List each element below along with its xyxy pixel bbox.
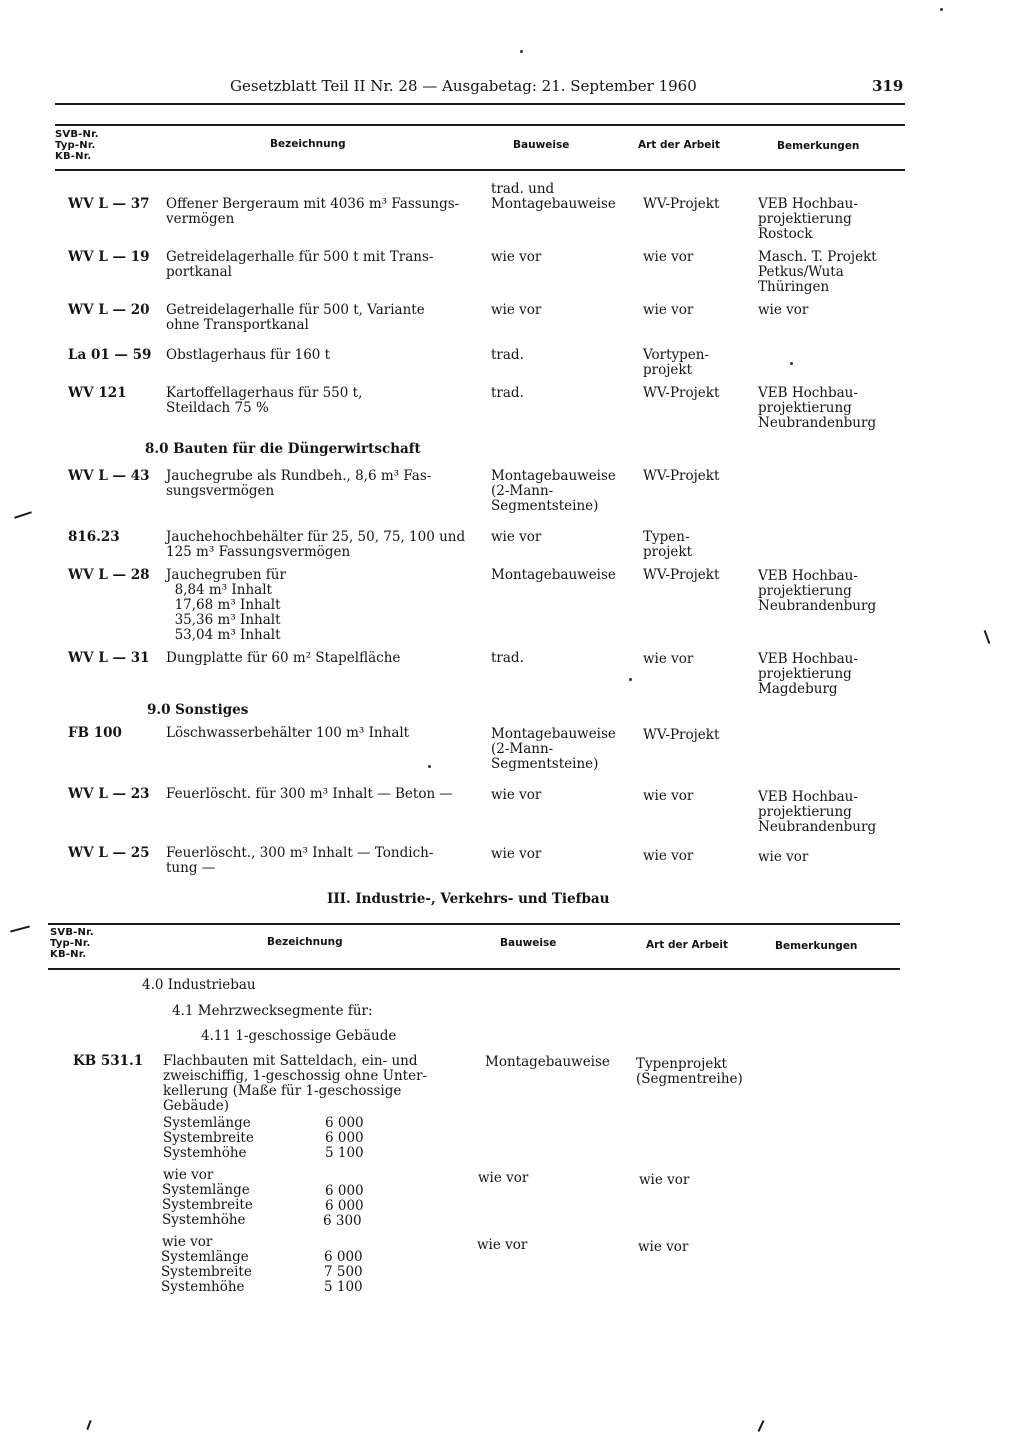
row-code: WV L — 20 bbox=[68, 302, 150, 318]
row-bemerkung: Thüringen bbox=[758, 279, 830, 295]
scan-speck bbox=[790, 362, 793, 365]
row-bezeichnung: kellerung (Maße für 1-geschossige bbox=[163, 1083, 402, 1099]
dimension-label: Systembreite bbox=[163, 1130, 254, 1146]
row-bezeichnung: 8,84 m³ Inhalt bbox=[166, 582, 272, 598]
row-art: WV-Projekt bbox=[643, 196, 720, 212]
row-bemerkung: VEB Hochbau- bbox=[758, 196, 858, 212]
row-bemerkung: projektierung bbox=[758, 211, 852, 227]
row-code: FB 100 bbox=[68, 725, 122, 741]
row-bauweise: Segmentsteine) bbox=[491, 498, 599, 514]
part-three-title: III. Industrie-, Verkehrs- und Tiefbau bbox=[327, 891, 610, 907]
row-code: WV L — 25 bbox=[68, 845, 150, 861]
row-bauweise: trad. bbox=[491, 385, 524, 401]
row-bemerkung: projektierung bbox=[758, 804, 852, 820]
row-bezeichnung: Feuerlöscht., 300 m³ Inhalt — Tondich- bbox=[166, 845, 434, 861]
row-bemerkung: projektierung bbox=[758, 666, 852, 682]
row-bemerkung: Masch. T. Projekt bbox=[758, 249, 877, 265]
row-bemerkung: VEB Hochbau- bbox=[758, 385, 858, 401]
dimension-label: Systembreite bbox=[162, 1197, 253, 1213]
col-art-header: Art der Arbeit bbox=[646, 939, 729, 951]
row-bemerkung: VEB Hochbau- bbox=[758, 789, 858, 805]
col-bezeichnung-header: Bezeichnung bbox=[267, 936, 343, 948]
row-bauweise: trad. und bbox=[491, 181, 555, 197]
dimension-value: 6 000 bbox=[325, 1198, 364, 1214]
row-bezeichnung: Dungplatte für 60 m² Stapelfläche bbox=[166, 650, 401, 666]
row-bezeichnung: 53,04 m³ Inhalt bbox=[166, 627, 281, 643]
section-heading: 9.0 Sonstiges bbox=[147, 702, 249, 718]
row-code: 816.23 bbox=[68, 529, 120, 545]
row-art: projekt bbox=[643, 362, 693, 378]
dimension-value: 6 000 bbox=[325, 1115, 364, 1131]
col-art-header: Art der Arbeit bbox=[638, 139, 721, 151]
row-art: wie vor bbox=[639, 1172, 690, 1188]
row-bemerkung: wie vor bbox=[758, 302, 809, 318]
section-heading: 4.1 Mehrzwecksegmente für: bbox=[172, 1003, 373, 1019]
row-art: WV-Projekt bbox=[643, 727, 720, 743]
row-bemerkung: Rostock bbox=[758, 226, 813, 242]
row-code: WV 121 bbox=[68, 385, 127, 401]
row-bauweise: wie vor bbox=[478, 1170, 529, 1186]
row-bauweise: trad. bbox=[491, 347, 524, 363]
dimension-value: 5 100 bbox=[325, 1145, 364, 1161]
row-bezeichnung: Obstlagerhaus für 160 t bbox=[166, 347, 331, 363]
col-code-header-3: KB-Nr. bbox=[50, 949, 87, 960]
row-bemerkung: Magdeburg bbox=[758, 681, 838, 697]
dimension-value: 5 100 bbox=[324, 1279, 363, 1295]
margin-mark bbox=[758, 1420, 765, 1432]
row-code: WV L — 31 bbox=[68, 650, 150, 666]
row-art: WV-Projekt bbox=[643, 567, 720, 583]
col-bemerkungen-header: Bemerkungen bbox=[775, 940, 858, 952]
row-bauweise: Montagebauweise bbox=[491, 726, 616, 742]
row-art: WV-Projekt bbox=[643, 468, 720, 484]
row-bauweise: wie vor bbox=[491, 846, 542, 862]
row-art: Vortypen- bbox=[643, 347, 710, 363]
row-bemerkung: VEB Hochbau- bbox=[758, 568, 858, 584]
row-code: WV L — 19 bbox=[68, 249, 150, 265]
row-bemerkung: Neubrandenburg bbox=[758, 598, 877, 614]
dimension-label: Systemlänge bbox=[162, 1182, 250, 1198]
section-heading: 8.0 Bauten für die Düngerwirtschaft bbox=[145, 441, 421, 457]
row-bemerkung: VEB Hochbau- bbox=[758, 651, 858, 667]
row-code: La 01 — 59 bbox=[68, 347, 152, 363]
row-art: (Segmentreihe) bbox=[636, 1071, 743, 1087]
row-bemerkung: projektierung bbox=[758, 583, 852, 599]
row-art: WV-Projekt bbox=[643, 385, 720, 401]
table-header-rule bbox=[55, 169, 905, 171]
row-bauweise: Montagebauweise bbox=[485, 1054, 610, 1070]
row-bezeichnung: tung — bbox=[166, 860, 216, 876]
row-bezeichnung: sungsvermögen bbox=[166, 483, 275, 499]
table-top-rule bbox=[55, 124, 905, 126]
row-bemerkung: wie vor bbox=[758, 849, 809, 865]
row-bezeichnung: 17,68 m³ Inhalt bbox=[166, 597, 281, 613]
row-bauweise: wie vor bbox=[477, 1237, 528, 1253]
row-bauweise: wie vor bbox=[491, 302, 542, 318]
row-bezeichnung: portkanal bbox=[166, 264, 232, 280]
table2-top-rule bbox=[48, 923, 900, 925]
row-code: WV L — 37 bbox=[68, 196, 150, 212]
row-art: wie vor bbox=[643, 651, 694, 667]
row-bauweise: Segmentsteine) bbox=[491, 756, 599, 772]
row-bezeichnung: vermögen bbox=[166, 211, 235, 227]
row-bezeichnung: Flachbauten mit Satteldach, ein- und bbox=[163, 1053, 418, 1069]
row-art: wie vor bbox=[643, 848, 694, 864]
dimension-label: Systemhöhe bbox=[163, 1145, 247, 1161]
col-bauweise-header: Bauweise bbox=[513, 139, 570, 151]
dimension-value: 6 300 bbox=[323, 1213, 362, 1229]
variant-lead: wie vor bbox=[163, 1167, 214, 1183]
scan-speck bbox=[428, 765, 431, 768]
dimension-value: 6 000 bbox=[324, 1249, 363, 1265]
row-art: wie vor bbox=[643, 788, 694, 804]
row-bemerkung: Neubrandenburg bbox=[758, 415, 877, 431]
row-bauweise: Montagebauweise bbox=[491, 196, 616, 212]
row-art: wie vor bbox=[643, 302, 694, 318]
running-title: Gesetzblatt Teil II Nr. 28 — Ausgabetag: 21. September 1960 bbox=[230, 77, 697, 95]
row-art: Typenprojekt bbox=[636, 1056, 727, 1072]
section-heading: 4.0 Industriebau bbox=[142, 977, 256, 993]
scan-speck bbox=[629, 678, 632, 681]
row-bezeichnung: 35,36 m³ Inhalt bbox=[166, 612, 281, 628]
row-art: projekt bbox=[643, 544, 693, 560]
dimension-value: 7 500 bbox=[324, 1264, 363, 1280]
header-rule bbox=[55, 103, 905, 105]
dimension-value: 6 000 bbox=[325, 1130, 364, 1146]
row-art: wie vor bbox=[643, 249, 694, 265]
row-art: Typen- bbox=[643, 529, 690, 545]
row-bauweise: wie vor bbox=[491, 787, 542, 803]
row-bezeichnung: Jauchehochbehälter für 25, 50, 75, 100 und bbox=[166, 529, 466, 545]
page-number: 319 bbox=[872, 77, 904, 95]
row-bauweise: (2-Mann- bbox=[491, 483, 554, 499]
row-bemerkung: Neubrandenburg bbox=[758, 819, 877, 835]
margin-mark bbox=[14, 511, 32, 518]
dimension-label: Systemlänge bbox=[161, 1249, 249, 1265]
row-bezeichnung: Feuerlöscht. für 300 m³ Inhalt — Beton — bbox=[166, 786, 453, 802]
row-bezeichnung: Kartoffellagerhaus für 550 t, bbox=[166, 385, 363, 401]
col-code-header-3: KB-Nr. bbox=[55, 151, 92, 162]
row-bauweise: Montagebauweise bbox=[491, 567, 616, 583]
dimension-label: Systemhöhe bbox=[161, 1279, 245, 1295]
row-bemerkung: projektierung bbox=[758, 400, 852, 416]
margin-mark bbox=[984, 630, 991, 644]
col-code-header-1: SVB-Nr. bbox=[50, 927, 94, 938]
row-bezeichnung: Jauchegrube als Rundbeh., 8,6 m³ Fas- bbox=[166, 468, 432, 484]
row-bezeichnung: Getreidelagerhalle für 500 t, Variante bbox=[166, 302, 425, 318]
col-bemerkungen-header: Bemerkungen bbox=[777, 140, 860, 152]
row-code: WV L — 28 bbox=[68, 567, 150, 583]
scan-speck bbox=[520, 50, 523, 53]
row-bezeichnung: Gebäude) bbox=[163, 1098, 230, 1114]
row-bezeichnung: Jauchegruben für bbox=[166, 567, 286, 583]
col-code-header-2: Typ-Nr. bbox=[55, 140, 96, 151]
section-heading: 4.11 1-geschossige Gebäude bbox=[201, 1028, 397, 1044]
col-bezeichnung-header: Bezeichnung bbox=[270, 138, 346, 150]
margin-mark bbox=[86, 1420, 91, 1430]
row-bauweise: trad. bbox=[491, 650, 524, 666]
row-bauweise: (2-Mann- bbox=[491, 741, 554, 757]
row-art: wie vor bbox=[638, 1239, 689, 1255]
row-bezeichnung: Getreidelagerhalle für 500 t mit Trans- bbox=[166, 249, 434, 265]
margin-mark bbox=[10, 925, 30, 932]
scan-speck bbox=[940, 8, 943, 11]
col-bauweise-header: Bauweise bbox=[500, 937, 557, 949]
row-bezeichnung: 125 m³ Fassungsvermögen bbox=[166, 544, 351, 560]
row-bezeichnung: Offener Bergeraum mit 4036 m³ Fassungs- bbox=[166, 196, 460, 212]
row-bezeichnung: Steildach 75 % bbox=[166, 400, 269, 416]
row-bezeichnung: ohne Transportkanal bbox=[166, 317, 309, 333]
variant-lead: wie vor bbox=[162, 1234, 213, 1250]
col-code-header-1: SVB-Nr. bbox=[55, 129, 99, 140]
dimension-label: Systemhöhe bbox=[162, 1212, 246, 1228]
dimension-value: 6 000 bbox=[325, 1183, 364, 1199]
row-code: KB 531.1 bbox=[73, 1053, 144, 1069]
row-bauweise: wie vor bbox=[491, 529, 542, 545]
dimension-label: Systemlänge bbox=[163, 1115, 251, 1131]
row-bemerkung: Petkus/Wuta bbox=[758, 264, 844, 280]
row-code: WV L — 23 bbox=[68, 786, 150, 802]
dimension-label: Systembreite bbox=[161, 1264, 252, 1280]
col-code-header-2: Typ-Nr. bbox=[50, 938, 91, 949]
row-bezeichnung: Löschwasserbehälter 100 m³ Inhalt bbox=[166, 725, 410, 741]
row-code: WV L — 43 bbox=[68, 468, 150, 484]
row-bezeichnung: zweischiffig, 1-geschossig ohne Unter- bbox=[163, 1068, 428, 1084]
table2-header-rule bbox=[48, 968, 900, 970]
row-bauweise: wie vor bbox=[491, 249, 542, 265]
row-bauweise: Montagebauweise bbox=[491, 468, 616, 484]
